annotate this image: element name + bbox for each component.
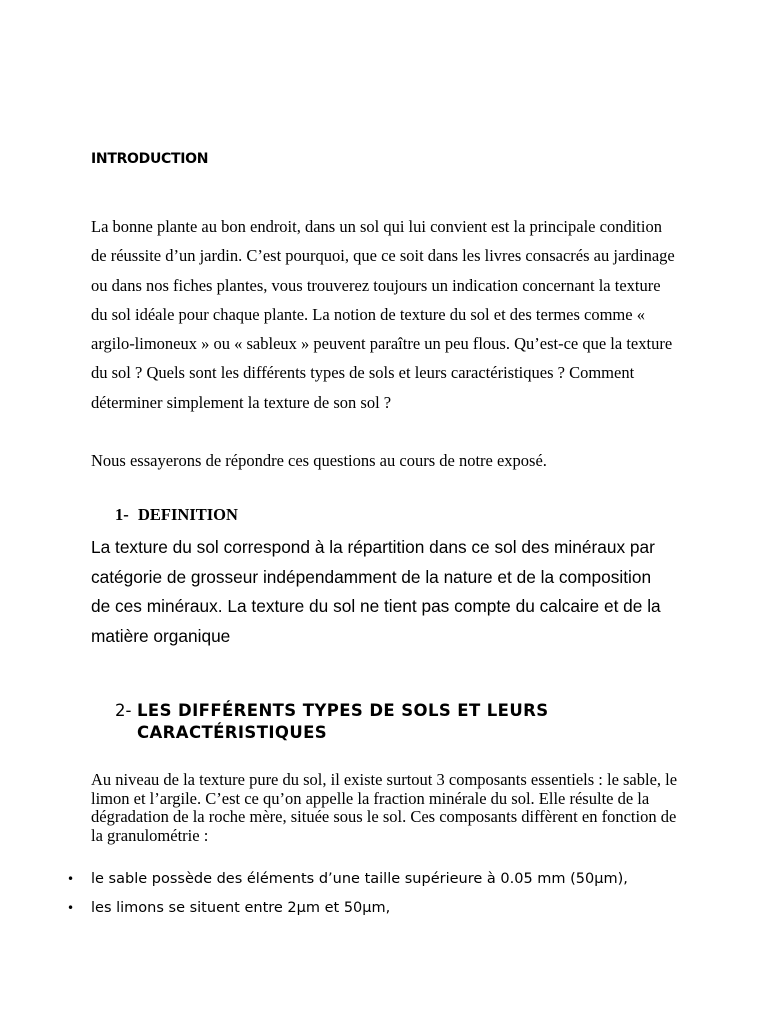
introduction-paragraph [91,212,681,417]
section-1-heading [115,505,238,525]
section-2-body: Au niveau de la texture pure du sol, il existe surtout 3 composants essentiels : le sable, le limon et l’argile. C’est ce qu’on appelle la fraction minérale du sol. Elle résulte de la dégradation de la roche mère, située sous le sol. Ces composants diffèrent en fonction de la granulométrie : [91,770,678,845]
section-1-title: DEFINITION [138,505,238,524]
granulometry-list [0,868,768,926]
list-item-text: le sable possède des éléments d’une taille supérieure à 0.05 mm (50µm), [91,871,628,887]
bullet-icon: • [67,872,75,886]
introduction-closing: Nous essayerons de répondre ces questions au cours de notre exposé. [91,451,547,470]
bullet-icon: • [67,901,75,915]
introduction-paragraph-text: La bonne plante au bon endroit, dans un sol qui lui convient est la principale condition de réussite d’un jardin. C’est pourquoi, que ce soit dans les livres consacrés au jardinage ou dans nos fiches plantes, vous trouverez toujours un indication concernant la texture du sol idéale pour chaque plante. La notion de texture du sol et des termes comme « argilo-limoneux » ou « sableux » peuvent paraître un peu flous. Qu’est-ce que la texture du sol ? Quels sont les différents types de sols et leurs caractéristiques ? Comment déterminer simplement la texture de son sol ? [91,217,675,412]
list-item [0,868,768,897]
section-1-number: 1- [115,505,129,524]
introduction-heading: INTRODUCTION [91,151,209,167]
section-2-title: LES DIFFÉRENTS TYPES DE SOLS ET LEURS CARACTÉRISTIQUES [137,701,549,742]
section-2-heading [115,700,675,744]
section-2-number: 2- [115,701,132,720]
list-item [0,897,768,926]
list-item-text: les limons se situent entre 2µm et 50µm, [91,900,391,916]
section-1-body: La texture du sol correspond à la répartition dans ce sol des minéraux par catégorie de grosseur indépendamment de la nature et de la composition de ces minéraux. La texture du sol ne tient pas compte du calcaire et de la matière organique [91,537,661,646]
